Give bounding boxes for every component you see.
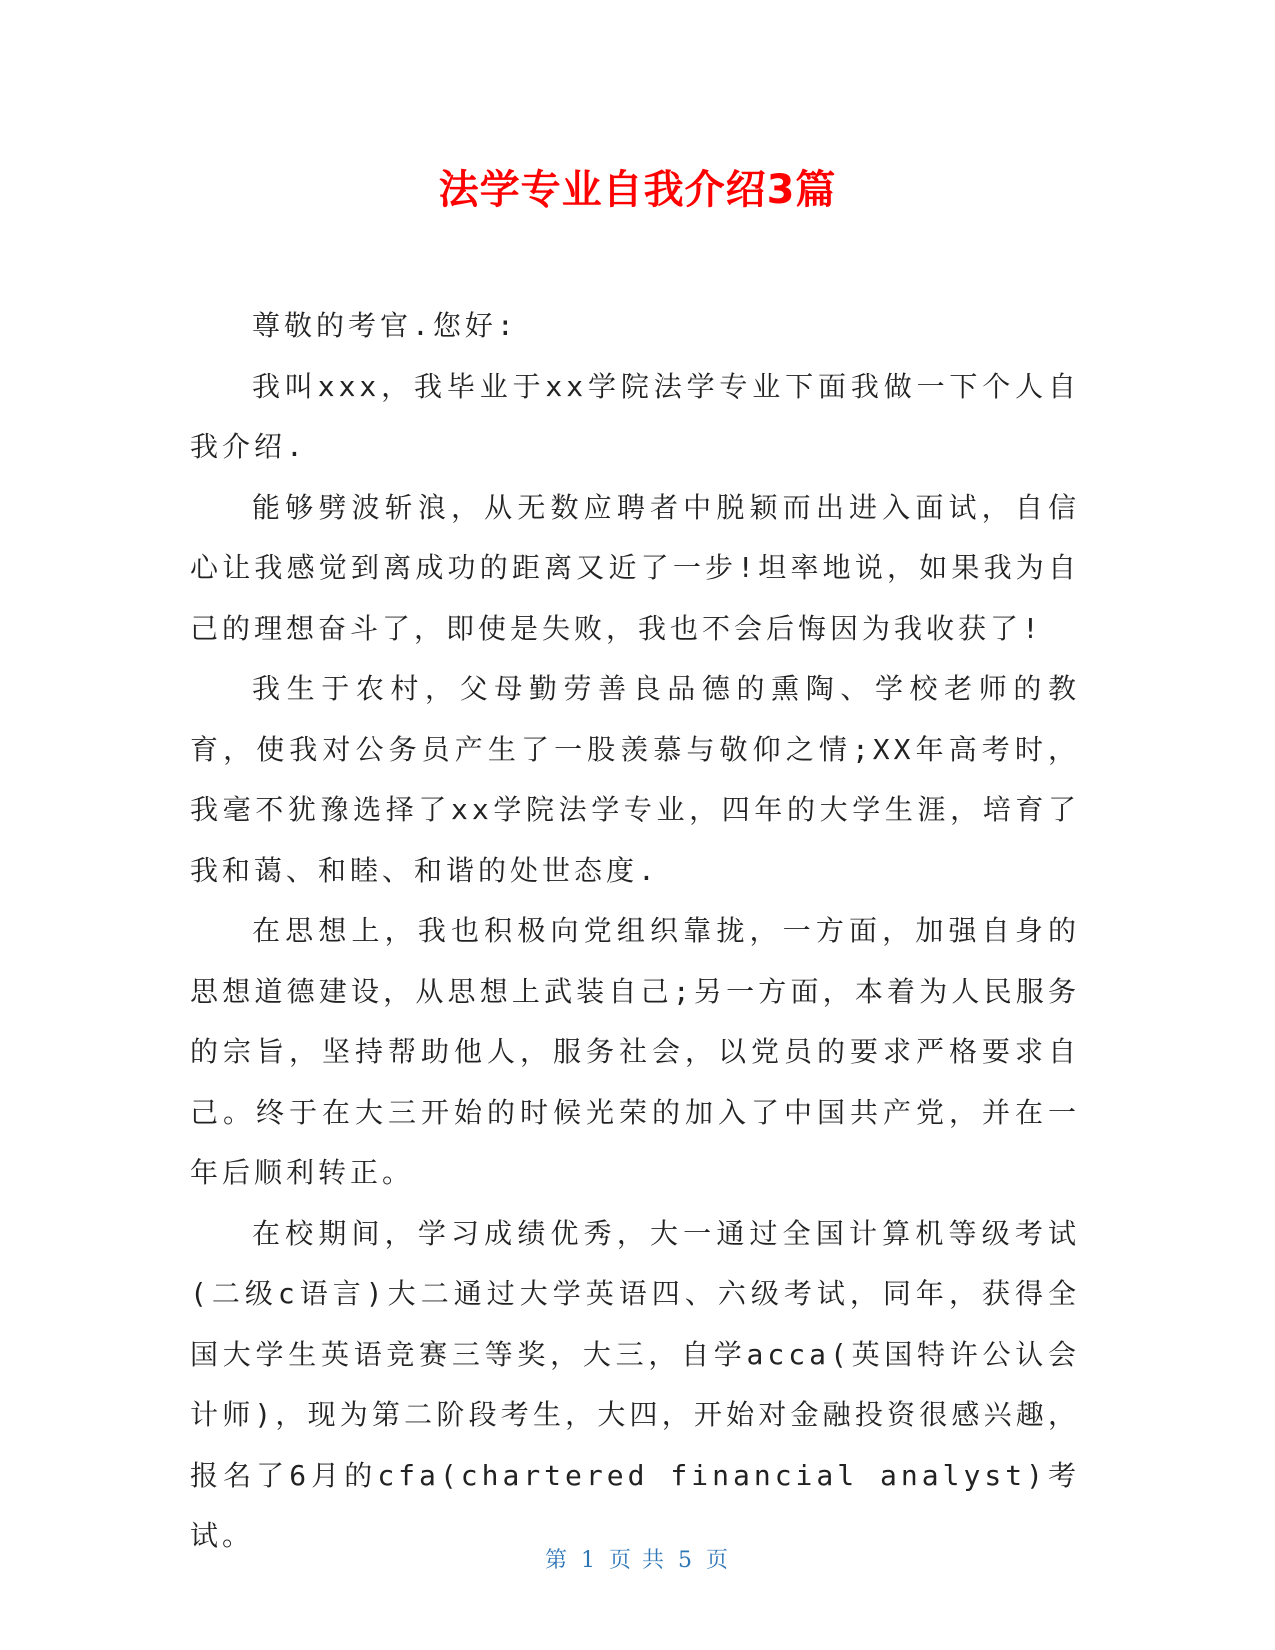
paragraph-ideology: 在思想上，我也积极向党组织靠拢，一方面，加强自身的思想道德建设，从思想上武装自己;另一方面，本着为人民服务的宗旨，坚持帮助他人，服务社会，以党员的要求严格要求自己。终于在大三开始的时候光荣的加入了中国共产党，并在一年后顺利转正。 bbox=[190, 914, 1080, 1189]
paragraph-achievements: 在校期间，学习成绩优秀，大一通过全国计算机等级考试(二级c语言)大二通过大学英语四、六级考试，同年，获得全国大学生英语竞赛三等奖，大三，自学acca(英国特许公认会计师)，现为第二阶段考生，大四，开始对金融投资很感兴趣，报名了6月的cfa(chartered financial analyst)考试。 bbox=[190, 1216, 1080, 1552]
footer-page-number: 1 bbox=[581, 1548, 597, 1573]
paragraph-greeting: 尊敬的考官.您好: bbox=[252, 309, 518, 342]
footer-total-pages: 5 bbox=[678, 1548, 694, 1573]
footer-prefix: 第 bbox=[544, 1548, 569, 1573]
paragraph-background: 我生于农村，父母勤劳善良品德的熏陶、学校老师的教育，使我对公务员产生了一股羡慕与敬仰之情;XX年高考时，我毫不犹豫选择了xx学院法学专业，四年的大学生涯，培育了我和蔼、和睦、和谐的处世态度. bbox=[190, 672, 1080, 887]
document-body bbox=[190, 296, 1080, 1567]
paragraph-confidence: 能够劈波斩浪，从无数应聘者中脱颖而出进入面试，自信心让我感觉到离成功的距离又近了一步!坦率地说，如果我为自己的理想奋斗了，即使是失败，我也不会后悔因为我收获了! bbox=[190, 490, 1080, 645]
paragraph-intro: 我叫xxx，我毕业于xx学院法学专业下面我做一下个人自我介绍. bbox=[190, 369, 1080, 463]
footer-mid: 页 共 bbox=[609, 1548, 666, 1573]
page-footer bbox=[0, 1543, 1275, 1574]
footer-suffix: 页 bbox=[706, 1548, 731, 1573]
document-title: 法学专业自我介绍3篇 bbox=[438, 167, 837, 213]
